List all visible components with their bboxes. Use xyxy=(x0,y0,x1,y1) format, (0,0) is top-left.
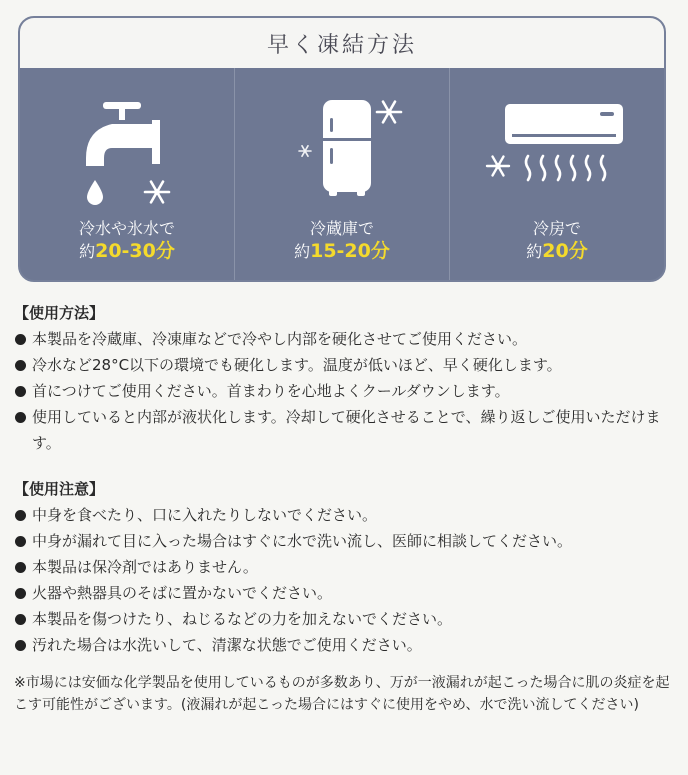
list-item: 中身を食べたり、口に入れたりしないでください。 xyxy=(14,502,674,528)
list-item: 本製品は保冷剤ではありません。 xyxy=(14,554,674,580)
usage-title: 【使用方法】 xyxy=(14,304,105,322)
method-label: 冷蔵庫で xyxy=(309,219,374,238)
freezing-methods-panel xyxy=(18,16,666,282)
list-item: 首につけてご使用ください。首まわりを心地よくクールダウンします。 xyxy=(14,378,674,404)
method-label: 冷水や氷水で xyxy=(78,219,175,238)
refrigerator-icon xyxy=(235,68,450,218)
method-time: 20分 xyxy=(542,240,588,262)
method-caption xyxy=(450,218,664,263)
bullet-icon xyxy=(15,412,26,423)
method-prefix: 約 xyxy=(294,242,311,261)
method-prefix: 約 xyxy=(79,242,96,261)
method-time: 15-20分 xyxy=(310,240,390,262)
bullet-icon xyxy=(15,588,26,599)
list-item: 汚れた場合は水洗いして、清潔な状態でご使用ください。 xyxy=(14,632,674,658)
list-item: 使用していると内部が液状化します。冷却して硬化させることで、繰り返しご使用いただけます。 xyxy=(14,404,674,456)
bullet-icon xyxy=(15,386,26,397)
cautions-title: 【使用注意】 xyxy=(14,480,105,498)
footnote: ※市場には安価な化学製品を使用しているものが多数あり、万が一液漏れが起こった場合に肌の炎症を起こす可能性がございます。(液漏れが起こった場合にはすぐに使用をやめ、水で洗い流してください) xyxy=(14,675,670,713)
faucet-icon xyxy=(20,68,235,218)
bullet-icon xyxy=(15,640,26,651)
bullet-icon xyxy=(15,562,26,573)
list-item: 冷水など28°C以下の環境でも硬化します。温度が低いほど、早く硬化します。 xyxy=(14,352,674,378)
method-time: 20-30分 xyxy=(95,240,175,262)
method-caption xyxy=(20,218,234,263)
methods-row xyxy=(20,68,664,282)
method-caption xyxy=(235,218,449,263)
method-air-conditioner xyxy=(449,68,664,282)
method-label: 冷房で xyxy=(532,219,581,238)
bullet-icon xyxy=(15,510,26,521)
bullet-icon xyxy=(15,614,26,625)
bullet-icon xyxy=(15,334,26,345)
list-item: 本製品を冷蔵庫、冷凍庫などで冷やし内部を硬化させてご使用ください。 xyxy=(14,326,674,352)
list-item: 中身が漏れて目に入った場合はすぐに水で洗い流し、医師に相談してください。 xyxy=(14,528,674,554)
method-cold-water xyxy=(20,68,234,282)
method-refrigerator xyxy=(234,68,449,282)
list-item: 本製品を傷つけたり、ねじるなどの力を加えないでください。 xyxy=(14,606,674,632)
list-item: 火器や熱器具のそばに置かないでください。 xyxy=(14,580,674,606)
panel-title: 早く凍結方法 xyxy=(20,18,664,68)
method-prefix: 約 xyxy=(526,242,543,261)
bullet-icon xyxy=(15,536,26,547)
bullet-icon xyxy=(15,360,26,371)
air-conditioner-icon xyxy=(450,68,665,218)
instructions-text xyxy=(14,300,674,716)
